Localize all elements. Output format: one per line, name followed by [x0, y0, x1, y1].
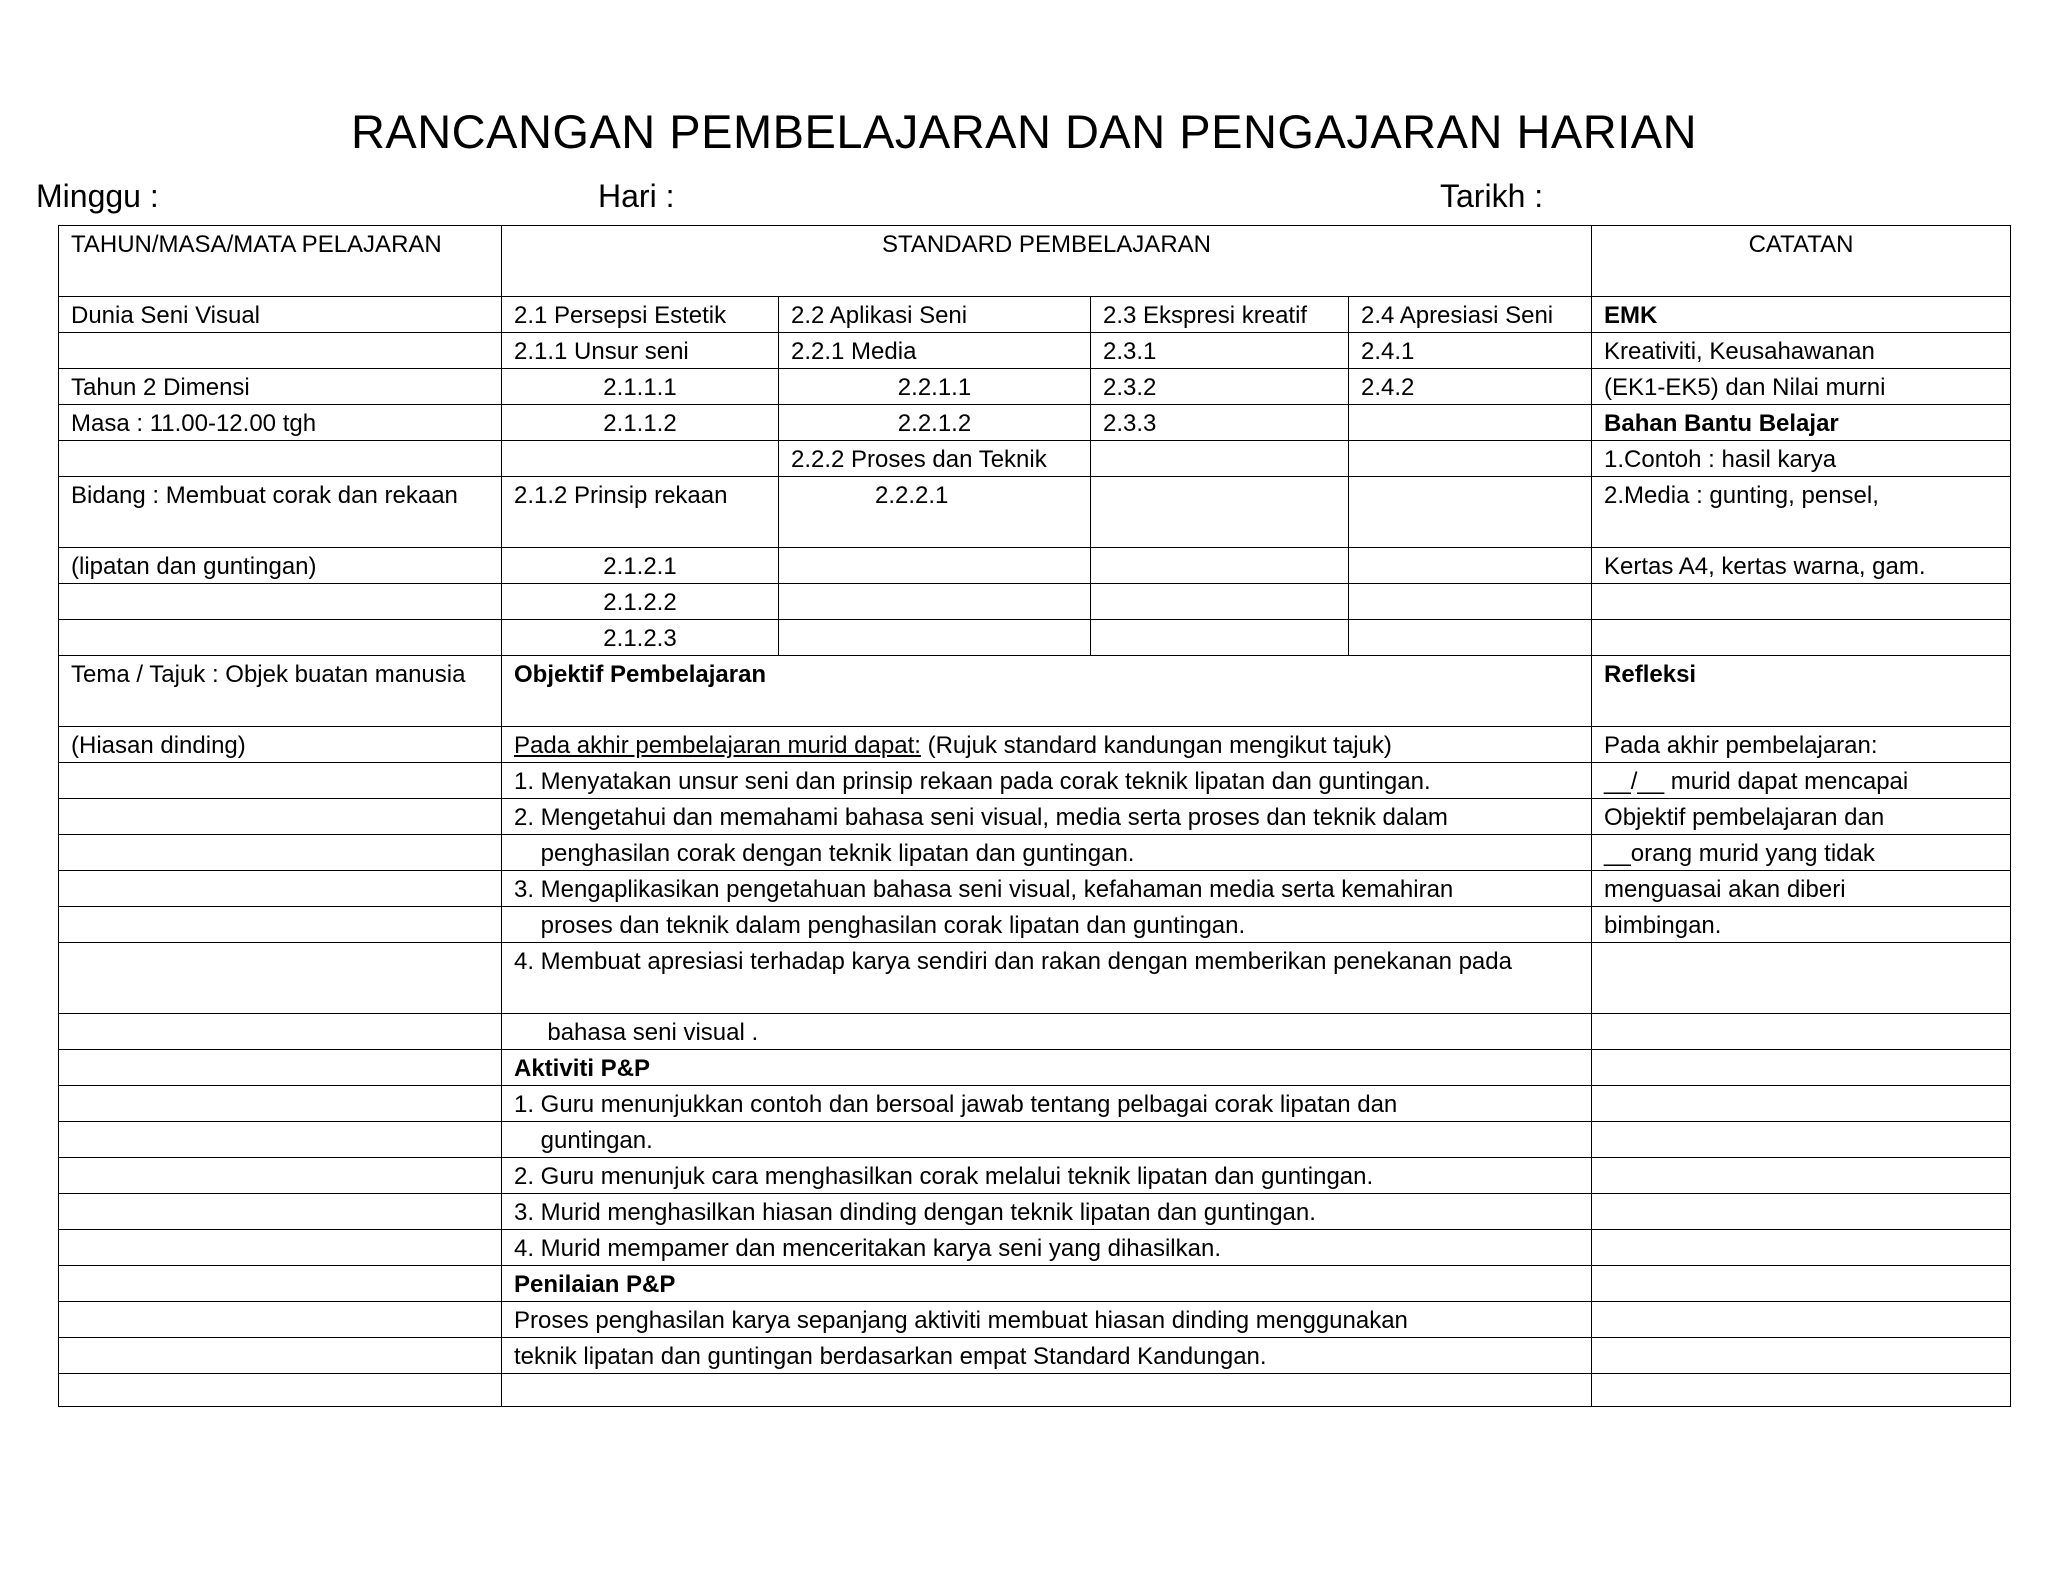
- cell-std-4: 2.4 Apresiasi Seni: [1349, 297, 1592, 333]
- cell-notes-empty: [1592, 1338, 2011, 1374]
- cell-notes: Bahan Bantu Belajar: [1592, 405, 2011, 441]
- table-row: [59, 656, 2011, 727]
- cell-left: [59, 1230, 502, 1266]
- refleksi-line: menguasai akan diberi: [1592, 871, 2011, 907]
- cell-notes-empty: [1592, 1374, 2011, 1407]
- cell-left: [59, 943, 502, 1014]
- cell-std-4: [1349, 405, 1592, 441]
- cell-notes: 1.Contoh : hasil karya: [1592, 441, 2011, 477]
- table-row: [59, 727, 2011, 763]
- cell-left: (lipatan dan guntingan): [59, 548, 502, 584]
- cell-left: [59, 584, 502, 620]
- cell-notes-empty: [1592, 1122, 2011, 1158]
- cell-std-3: 2.3 Ekspresi kreatif: [1091, 297, 1349, 333]
- table-row: [59, 297, 2011, 333]
- cell-left: [59, 1050, 502, 1086]
- cell-std-3: 2.3.2: [1091, 369, 1349, 405]
- cell-std-2: 2.2.1 Media: [779, 333, 1091, 369]
- table-row: [59, 1266, 2011, 1302]
- cell-std-2: [779, 548, 1091, 584]
- table-row: [59, 1050, 2011, 1086]
- cell-left: [59, 1086, 502, 1122]
- cell-std-1: 2.1.1 Unsur seni: [502, 333, 779, 369]
- cell-std-3: [1091, 441, 1349, 477]
- cell-left: Bidang : Membuat corak dan rekaan: [59, 477, 502, 548]
- table-row: [59, 1158, 2011, 1194]
- table-row: [59, 584, 2011, 620]
- hari-label: Hari :: [598, 178, 675, 214]
- objektif-item: proses dan teknik dalam penghasilan corak lipatan dan guntingan.: [502, 907, 1592, 943]
- cell-notes: 2.Media : gunting, pensel,: [1592, 477, 2011, 548]
- cell-std-2: 2.2.1.2: [779, 405, 1091, 441]
- aktiviti-item: 4. Murid mempamer dan menceritakan karya seni yang dihasilkan.: [502, 1230, 1592, 1266]
- cell-std-4: [1349, 620, 1592, 656]
- cell-std-2: 2.2.2.1: [779, 477, 1091, 548]
- cell-left: [59, 835, 502, 871]
- table-row: [59, 1086, 2011, 1122]
- refleksi-line: bimbingan.: [1592, 907, 2011, 943]
- aktiviti-heading: Aktiviti P&P: [502, 1050, 1592, 1086]
- cell-std-2: [779, 584, 1091, 620]
- objektif-item: 1. Menyatakan unsur seni dan prinsip rekaan pada corak teknik lipatan dan guntingan.: [502, 763, 1592, 799]
- cell-std-3: 2.3.3: [1091, 405, 1349, 441]
- cell-std-2: 2.2.2 Proses dan Teknik: [779, 441, 1091, 477]
- table-row: [59, 1230, 2011, 1266]
- refleksi-line: __orang murid yang tidak: [1592, 835, 2011, 871]
- cell-std-2: 2.2 Aplikasi Seni: [779, 297, 1091, 333]
- cell-notes: [1592, 584, 2011, 620]
- objektif-item: 3. Mengaplikasikan pengetahuan bahasa seni visual, kefahaman media serta kemahiran: [502, 871, 1592, 907]
- table-row: [59, 835, 2011, 871]
- cell-std-1: 2.1.1.2: [502, 405, 779, 441]
- table-row: [59, 1374, 2011, 1407]
- cell-left: [59, 620, 502, 656]
- cell-notes-empty: [1592, 1014, 2011, 1050]
- cell-left: [59, 871, 502, 907]
- cell-left: [59, 1122, 502, 1158]
- cell-std-3: [1091, 548, 1349, 584]
- cell-std-3: [1091, 477, 1349, 548]
- cell-left: [59, 1338, 502, 1374]
- cell-notes-empty: [1592, 1158, 2011, 1194]
- cell-std-3: [1091, 620, 1349, 656]
- cell-notes-empty: [1592, 1194, 2011, 1230]
- cell-empty: [502, 1374, 1592, 1407]
- objektif-intro: [502, 727, 1592, 763]
- cell-left: [59, 1302, 502, 1338]
- cell-left: [59, 907, 502, 943]
- objektif-intro-rest: (Rujuk standard kandungan mengikut tajuk): [920, 732, 1392, 759]
- table-row: [59, 405, 2011, 441]
- cell-left: [59, 1014, 502, 1050]
- aktiviti-item: 2. Guru menunjuk cara menghasilkan corak melalui teknik lipatan dan guntingan.: [502, 1158, 1592, 1194]
- objektif-intro-underlined: Pada akhir pembelajaran murid dapat:: [514, 732, 921, 759]
- header-standard-pembelajaran: STANDARD PEMBELAJARAN: [502, 226, 1592, 297]
- cell-std-1: 2.1 Persepsi Estetik: [502, 297, 779, 333]
- cell-notes: Kertas A4, kertas warna, gam.: [1592, 548, 2011, 584]
- objektif-heading: Objektif Pembelajaran: [502, 656, 1592, 727]
- cell-std-1: 2.1.1.1: [502, 369, 779, 405]
- table-row: [59, 943, 2011, 1014]
- cell-notes-empty: [1592, 943, 2011, 1014]
- cell-left: Dunia Seni Visual: [59, 297, 502, 333]
- cell-left: [59, 1374, 502, 1407]
- cell-notes: Kreativiti, Keusahawanan: [1592, 333, 2011, 369]
- header-tahun-masa: TAHUN/MASA/MATA PELAJARAN: [59, 226, 502, 297]
- cell-notes-empty: [1592, 1086, 2011, 1122]
- cell-std-1: 2.1.2.1: [502, 548, 779, 584]
- cell-left: [59, 763, 502, 799]
- table-row: [59, 763, 2011, 799]
- cell-notes-empty: [1592, 1266, 2011, 1302]
- refleksi-line: Pada akhir pembelajaran:: [1592, 727, 2011, 763]
- table-row: [59, 548, 2011, 584]
- cell-std-2: [779, 620, 1091, 656]
- refleksi-line: __/__ murid dapat mencapai: [1592, 763, 2011, 799]
- objektif-item: bahasa seni visual .: [502, 1014, 1592, 1050]
- penilaian-item: Proses penghasilan karya sepanjang aktiviti membuat hiasan dinding menggunakan: [502, 1302, 1592, 1338]
- objektif-item: 2. Mengetahui dan memahami bahasa seni visual, media serta proses dan teknik dalam: [502, 799, 1592, 835]
- refleksi-heading: Refleksi: [1592, 656, 2011, 727]
- table-header-row: [59, 226, 2011, 297]
- cell-std-1: 2.1.2 Prinsip rekaan: [502, 477, 779, 548]
- cell-std-4: [1349, 441, 1592, 477]
- cell-std-4: 2.4.2: [1349, 369, 1592, 405]
- cell-left: [59, 799, 502, 835]
- cell-left: Tahun 2 Dimensi: [59, 369, 502, 405]
- cell-std-1: 2.1.2.2: [502, 584, 779, 620]
- cell-std-1: 2.1.2.3: [502, 620, 779, 656]
- cell-std-3: [1091, 584, 1349, 620]
- table-row: [59, 799, 2011, 835]
- cell-notes-empty: [1592, 1230, 2011, 1266]
- cell-left: [59, 1158, 502, 1194]
- table-row: [59, 333, 2011, 369]
- cell-notes: [1592, 620, 2011, 656]
- cell-left: (Hiasan dinding): [59, 727, 502, 763]
- table-row: [59, 1122, 2011, 1158]
- table-row: [59, 907, 2011, 943]
- cell-std-4: [1349, 584, 1592, 620]
- cell-std-4: [1349, 477, 1592, 548]
- cell-left: Masa : 11.00-12.00 tgh: [59, 405, 502, 441]
- cell-std-4: [1349, 548, 1592, 584]
- cell-left: [59, 441, 502, 477]
- table-row: [59, 477, 2011, 548]
- refleksi-line: Objektif pembelajaran dan: [1592, 799, 2011, 835]
- cell-notes-empty: [1592, 1050, 2011, 1086]
- penilaian-heading: Penilaian P&P: [502, 1266, 1592, 1302]
- objektif-item: 4. Membuat apresiasi terhadap karya sendiri dan rakan dengan memberikan penekanan pada: [502, 943, 1592, 1014]
- aktiviti-item: 3. Murid menghasilkan hiasan dinding dengan teknik lipatan dan guntingan.: [502, 1194, 1592, 1230]
- minggu-label: Minggu :: [36, 178, 159, 214]
- cell-tema: Tema / Tajuk : Objek buatan manusia: [59, 656, 502, 727]
- table-row: [59, 871, 2011, 907]
- penilaian-item: teknik lipatan dan guntingan berdasarkan empat Standard Kandungan.: [502, 1338, 1592, 1374]
- table-row: [59, 1014, 2011, 1050]
- cell-notes: EMK: [1592, 297, 2011, 333]
- table-row: [59, 620, 2011, 656]
- lesson-plan-table: [58, 225, 2011, 1407]
- table-row: [59, 1194, 2011, 1230]
- aktiviti-item: guntingan.: [502, 1122, 1592, 1158]
- cell-std-3: 2.3.1: [1091, 333, 1349, 369]
- table-row: [59, 441, 2011, 477]
- tarikh-label: Tarikh :: [1440, 178, 1544, 214]
- table-row: [59, 369, 2011, 405]
- page-title: RANCANGAN PEMBELAJARAN DAN PENGAJARAN HARIAN: [350, 105, 1698, 158]
- cell-notes: (EK1-EK5) dan Nilai murni: [1592, 369, 2011, 405]
- cell-std-4: 2.4.1: [1349, 333, 1592, 369]
- cell-notes-empty: [1592, 1302, 2011, 1338]
- aktiviti-item: 1. Guru menunjukkan contoh dan bersoal jawab tentang pelbagai corak lipatan dan: [502, 1086, 1592, 1122]
- cell-left: [59, 333, 502, 369]
- cell-std-2: 2.2.1.1: [779, 369, 1091, 405]
- cell-std-1: [502, 441, 779, 477]
- table-row: [59, 1338, 2011, 1374]
- header-catatan: CATATAN: [1592, 226, 2011, 297]
- table-row: [59, 1302, 2011, 1338]
- objektif-item: penghasilan corak dengan teknik lipatan dan guntingan.: [502, 835, 1592, 871]
- cell-left: [59, 1194, 502, 1230]
- cell-left: [59, 1266, 502, 1302]
